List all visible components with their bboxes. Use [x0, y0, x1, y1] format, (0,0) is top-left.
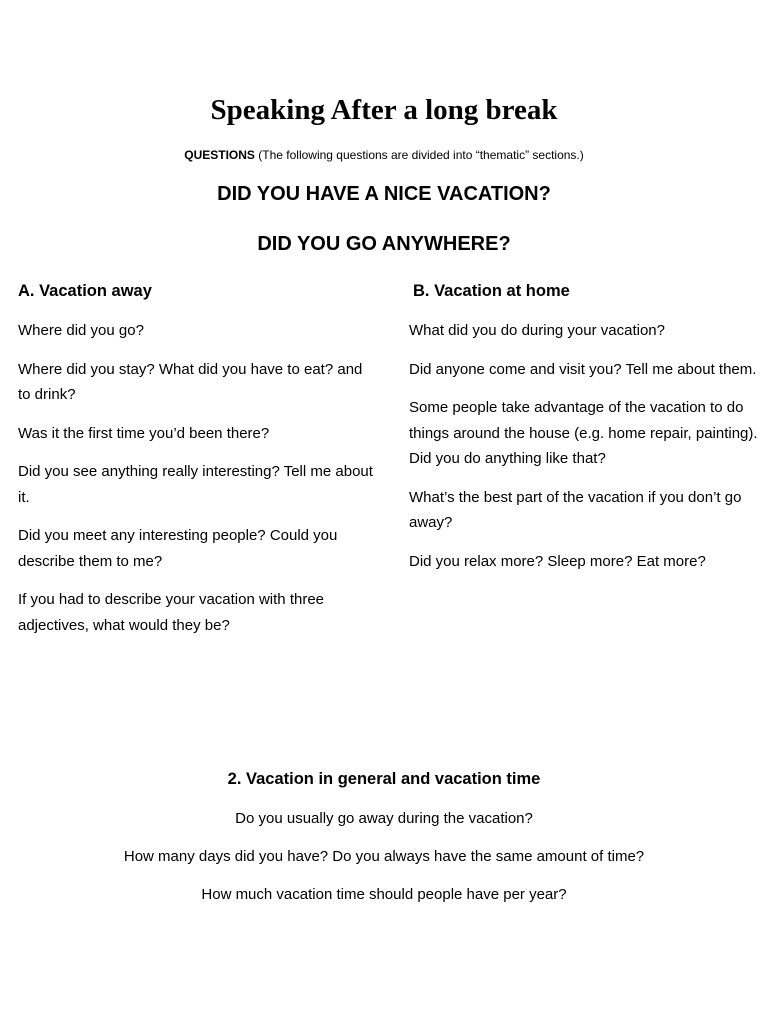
- question-item: Did you meet any interesting people? Could you describe them to me?: [18, 527, 338, 570]
- question-item: Some people take advantage of the vacation to do things around the house (e.g. home repair, painting). Did you do anything like that?: [409, 399, 758, 467]
- question-item: Did you relax more? Sleep more? Eat more?: [409, 552, 706, 570]
- intro-line: [0, 146, 768, 164]
- intro-text: (The following questions are divided into “thematic” sections.): [254, 148, 584, 162]
- question-item: Did you see anything really interesting? Tell me about it.: [18, 463, 373, 506]
- question-item: What did you do during your vacation?: [409, 322, 665, 339]
- question-item: If you had to describe your vacation with three adjectives, what would they be?: [18, 591, 325, 634]
- section-a-vacation-away: [18, 280, 378, 651]
- main-question-anywhere: DID YOU GO ANYWHERE?: [257, 233, 511, 255]
- section-2-heading: 2. Vacation in general and vacation time: [227, 770, 541, 788]
- question-item: Was it the first time you’d been there?: [18, 424, 270, 442]
- question-item: How much vacation time should people have per year?: [201, 886, 567, 903]
- question-item: What’s the best part of the vacation if you don’t go away?: [409, 488, 742, 531]
- page-title: Speaking After a long break: [210, 94, 558, 126]
- question-item: Where did you go?: [18, 322, 144, 339]
- main-question-vacation: DID YOU HAVE A NICE VACATION?: [217, 183, 551, 205]
- question-item: Did anyone come and visit you? Tell me about them.: [409, 360, 757, 378]
- question-item: Do you usually go away during the vacation?: [235, 810, 533, 827]
- section-b-vacation-at-home: [409, 280, 759, 587]
- section-b-heading: B. Vacation at home: [413, 282, 570, 300]
- section-2-vacation-general: [0, 768, 768, 920]
- question-item: Where did you stay? What did you have to eat? and to drink?: [18, 360, 363, 403]
- question-item: How many days did you have? Do you always have the same amount of time?: [123, 848, 645, 865]
- intro-label: QUESTIONS: [184, 148, 255, 162]
- section-a-heading: A. Vacation away: [18, 282, 152, 300]
